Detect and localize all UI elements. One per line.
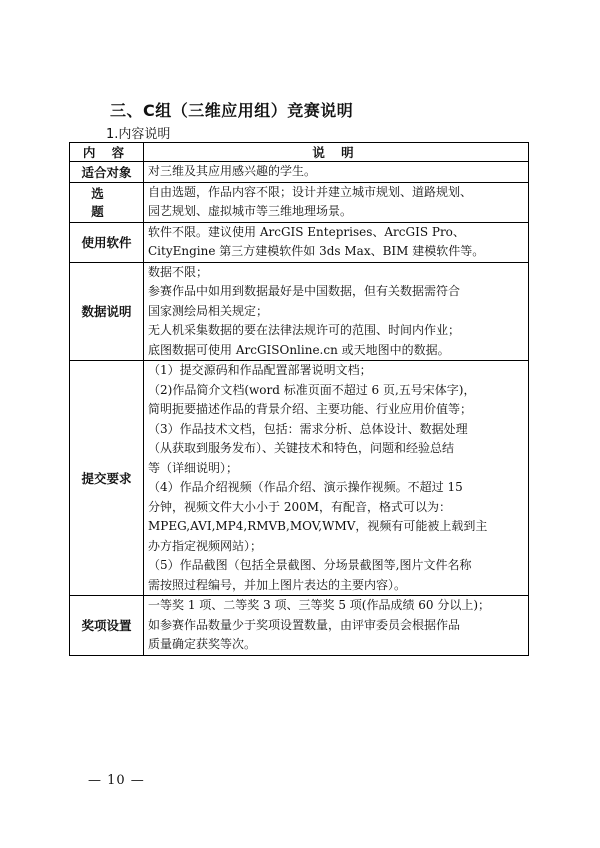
row-content-submission: [144, 361, 529, 596]
content-line: 国家测绘局相关规定；: [148, 303, 269, 318]
content-line: 等（详细说明）；: [148, 460, 239, 475]
table-row: [70, 262, 529, 361]
row-label-software: 使用软件: [70, 222, 144, 262]
content-line: 对三维及其应用感兴趣的学生。: [148, 164, 317, 178]
content-line: （2)作品简介文档(word 标准页面不超过 6 页,五号宋体字)，: [148, 382, 476, 397]
content-line: 自由选题，作品内容不限；设计并建立城市规划、道路规划、: [148, 184, 473, 199]
content-line: CityEngine 第三方建模软件如 3ds Max、BIM 建模软件等。: [148, 244, 485, 258]
section-heading: 三、C组（三维应用组）竞赛说明: [110, 101, 354, 120]
content-line: 一等奖 1 项、二等奖 3 项、三等奖 5 项(作品成绩 60 分以上)；: [148, 598, 491, 612]
content-line: 园艺规划、虚拟城市等三维地理场景。: [148, 204, 353, 218]
page-number: — 10 —: [88, 773, 145, 788]
content-line: 参赛作品中如用到数据最好是中国数据，但有关数据需符合: [148, 284, 461, 298]
row-label-awards: 奖项设置: [70, 596, 144, 656]
table-row: [70, 222, 529, 262]
content-line: 办方指定视频网站）；: [148, 538, 263, 553]
header-content: 内 容: [70, 143, 144, 162]
content-line: MPEG,AVI,MP4,RMVB,MOV,WMV，视频有可能被上载到主: [148, 519, 488, 533]
content-line: 如参赛作品数量少于奖项设置数量，由评审委员会根据作品: [148, 617, 461, 632]
content-line: （5）作品截图（包括全景截图、分场景截图等,图片文件名称: [148, 558, 472, 572]
content-line: （3）作品技术文档，包括：需求分析、总体设计、数据处理: [148, 421, 468, 436]
content-line: 数据不限；: [148, 264, 209, 279]
header-description: 说 明: [144, 143, 529, 162]
section-subheading: 1.内容说明: [106, 127, 171, 142]
content-line: （从获取到服务发布）、关键技术和特色，问题和经验总结: [148, 441, 455, 455]
row-content-data: [144, 262, 529, 361]
table-row: [70, 182, 529, 222]
content-line: 质量确定获奖等次。: [148, 637, 257, 651]
row-label-topic: 选 题: [70, 182, 144, 222]
content-line: 软件不限。建议使用 ArcGIS Enteprises、ArcGIS Pro、: [148, 224, 465, 239]
table-header-row: [70, 143, 529, 162]
row-content-awards: [144, 596, 529, 656]
content-line: 底图数据可使用 ArcGISOnline.cn 或天地图中的数据。: [148, 342, 450, 357]
table-row: [70, 361, 529, 596]
row-content-topic: [144, 182, 529, 222]
table-row: [70, 162, 529, 183]
content-line: 简明扼要描述作品的背景介绍、主要功能、行业应用价值等；: [148, 402, 473, 416]
row-content-software: [144, 222, 529, 262]
row-label-submission: 提交要求: [70, 361, 144, 596]
content-line: 需按照过程编号，并加上图片表达的主要内容）。: [148, 577, 407, 592]
content-spec-table: [69, 142, 529, 656]
row-label-data: 数据说明: [70, 262, 144, 361]
content-line: 无人机采集数据的要在法律法规许可的范围、时间内作业；: [148, 323, 461, 337]
content-line: （1）提交源码和作品配置部署说明文档；: [148, 363, 372, 377]
content-line: 分钟，视频文件大小小于 200M，有配音，格式可以为：: [148, 499, 452, 514]
row-content-audience: [144, 162, 529, 183]
table-row: [70, 596, 529, 656]
row-label-audience: 适合对象: [70, 162, 144, 183]
content-line: （4）作品介绍视频（作品介绍、演示操作视频。不超过 15: [148, 480, 463, 494]
